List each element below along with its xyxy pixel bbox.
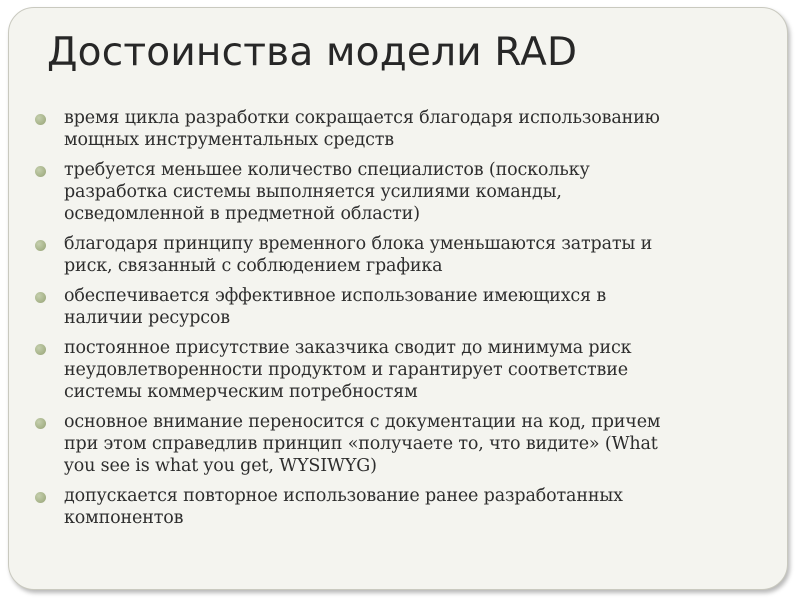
bullet-line: разработка системы выполняется усилиями команды, <box>64 182 562 202</box>
bullet-line: мощных инструментальных средств <box>64 130 394 150</box>
bullet-dot-icon <box>35 114 46 125</box>
bullet-text <box>64 159 590 225</box>
bullet-line: you see is what you get, WYSIWYG) <box>64 456 377 476</box>
bullet-item <box>35 285 765 329</box>
bullet-line: основное внимание переносится с документации на код, причем <box>64 412 661 432</box>
bullet-line: время цикла разработки сокращается благодаря использованию <box>64 108 660 128</box>
bullet-line: риск, связанный с соблюдением графика <box>64 256 443 276</box>
bullet-line: компонентов <box>64 508 184 528</box>
bullet-text <box>64 411 660 477</box>
bullet-line: наличии ресурсов <box>64 308 230 328</box>
bullet-line: системы коммерческим потребностям <box>64 382 418 402</box>
bullet-line: постоянное присутствие заказчика сводит до минимума риск <box>64 338 632 358</box>
bullet-text <box>64 485 623 529</box>
bullet-item <box>35 233 765 277</box>
bullet-line: благодаря принципу временного блока уменьшаются затраты и <box>64 234 653 254</box>
bullet-line: неудовлетворенности продуктом и гарантирует соответствие <box>64 360 628 380</box>
bullet-dot-icon <box>35 344 46 355</box>
bullet-text <box>64 107 660 151</box>
bullet-dot-icon <box>35 292 46 303</box>
bullet-text <box>64 233 652 277</box>
bullet-line: при этом справедлив принцип «получаете то, что видите» (What <box>64 434 658 454</box>
slide <box>8 7 788 590</box>
bullet-line: обеспечивается эффективное использование имеющихся в <box>64 286 607 306</box>
bullet-dot-icon <box>35 166 46 177</box>
bullet-line: допускается повторное использование ранее разработанных <box>64 486 623 506</box>
bullet-line: требуется меньшее количество специалистов (поскольку <box>64 160 590 180</box>
bullet-list <box>35 107 765 537</box>
bullet-dot-icon <box>35 418 46 429</box>
bullet-text <box>64 337 631 403</box>
bullet-dot-icon <box>35 492 46 503</box>
bullet-line: осведомленной в предметной области) <box>64 204 420 224</box>
bullet-item <box>35 159 765 225</box>
bullet-item <box>35 485 765 529</box>
bullet-item <box>35 411 765 477</box>
bullet-text <box>64 285 606 329</box>
bullet-item <box>35 337 765 403</box>
bullet-dot-icon <box>35 240 46 251</box>
slide-title: Достоинства модели RAD <box>47 30 578 75</box>
bullet-item <box>35 107 765 151</box>
